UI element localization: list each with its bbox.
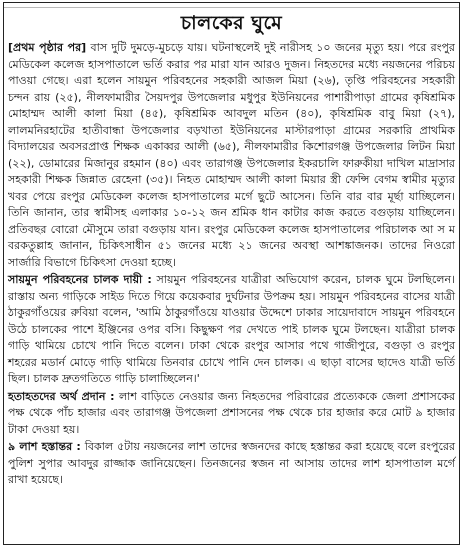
paragraph-1 xyxy=(8,40,455,271)
article-frame xyxy=(3,2,460,545)
paragraph-3 xyxy=(8,389,455,439)
continuation-marker: [প্রথম পৃষ্ঠার পর] xyxy=(8,41,87,54)
paragraph-text: বাস দুটি দুমড়ে-মুচড়ে যায়। ঘটনাস্থলেই দুই নারীসহ ১০ জনের মৃত্যু হয়। পরে রংপুর মেডিকেল কলেজ হাসপাতালে ভর্তি করার পর মারা যান আরও দুজন। নিহতদের মধ্যে নয়জনের পরিচয় পাওয়া গেছে। এরা হলেন সায়মুন পরিবহনের সহকারী আজল মিয়া (২৬), তৃপ্তি পরিবহনের সহকারী চন্দন রায় (২৫), নীলফামারীর সৈয়দপুর উপজেলার মধুপুর ইউনিয়নের পাশারীপাড়া গ্রামের কৃষিশ্রমিক মোহাম্মদ আলী কালা মিয়া (৪৫), কৃষিশ্রমিক আবদুল মতিন (৪০), কৃষিশ্রমিক বাবু মিয়া (২৭), লালমনিরহাটের হাতীবান্ধা উপজেলার বড়খাতা ইউনিয়নের মাস্টারপাড়া গ্রামের সরকারি প্রাথমিক বিদ্যালয়ের অবসরপ্রাপ্ত শিক্ষক একাব্বর আলী (৬৫), নীলফামারীর কিশোরগঞ্জ উপজেলার লিটন মিয়া (২২), ডোমারের মিজানুর রহমান (৪০) এবং তারাগঞ্জ উপজেলার ইকরচালি ফারুকীয়া দাখিল মাদ্রাসার সহকারী শিক্ষক জিন্নাত রেহেনা (৩৫)। নিহত মোহাম্মদ আলী কালা মিয়ার স্ত্রী ফেন্সি বেগম স্বামীর মৃত্যুর খবর পেয়ে রংপুর মেডিকেল কলেজ হাসপাতালের মর্গে ছুটে আসেন। তিনি বার বার মূর্ছা যাচ্ছিলেন। তিনি জানান, তার স্বামীসহ এলাকার ১০-১২ জন শ্রমিক ধান কাটার কাজ করতে বগুড়ায় যাচ্ছিলেন। প্রতিবছর বোরো মৌসুমে তারা বগুড়ায় যান। রংপুর মেডিকেল কলেজ হাসপাতালের পরিচালক আ স ম বরকতুল্লাহ জানান, চিকিৎসাধীন ৫১ জনের মধ্যে ২১ জনের অবস্থা আশঙ্কাজনক। তাদের নিওরো সার্জারি বিভাগে চিকিৎসা দেওয়া হচ্ছে। xyxy=(8,41,455,269)
article-body xyxy=(8,40,455,544)
paragraph-text: বিকাল ৫টায় নয়জনের লাশ তাদের স্বজনদের কাছে হস্তান্তর করা হয়েছে বলে রংপুরের পুলিশ সুপার আবদুর রাজ্জাক জানিয়েছেন। তিনজনের স্বজন না আসায় তাদের লাশ হাসপাতাল মর্গে রাখা হয়েছে। xyxy=(8,440,455,486)
paragraph-text: লাশ বাড়িতে নেওয়ার জন্য নিহতদের পরিবারের প্রত্যেককে জেলা প্রশাসকের পক্ষ থেকে পাঁচ হাজার এবং তারাগঞ্জ উপজেলা প্রশাসনের পক্ষ থেকে চার হাজার করে মোট ৯ হাজার টাকা দেওয়া হয়। xyxy=(8,389,455,436)
subheading-bodies-handed-over: ৯ লাশ হস্তান্তর : xyxy=(8,440,81,453)
paragraph-text: সায়মুন পরিবহনের যাত্রীরা অভিযোগ করেন, চালক ঘুমে টলছিলেন। রাস্তায় অন্য গাড়িকে সাইড দিতে গিয়ে কয়েকবার দুর্ঘটনার উপক্রম হয়। সায়মুন পরিবহনের বাসের যাত্রী ঠাকুরগাঁওয়ের রুবিয়া বলেন, 'আমি ঠাকুরগাঁওয়ে যাওয়ার উদ্দেশে ঢাকার সায়েদাবাদে সায়মুন পরিবহনে উঠে চালকের পাশে ইঞ্জিনের ওপর বসি। কিছুক্ষণ পর দেখতে পাই চালক ঘুমে টলছেন। যাত্রীরা চালক গাড়ি থামিয়ে চোখে পানি দিতে বলেন। ঢাকা থেকে রংপুর আসার পথে গাজীপুরে, বগুড়া ও রংপুর শহরের মডার্ন মোড়ে গাড়ি থামিয়ে তিনবার চোখে পানি দেন চালক। এ ছাড়া বাসের ছাদেও যাত্রী ভর্তি ছিল। চালক দ্রুতগতিতে গাড়ি চালাচ্ছিলেন।' xyxy=(8,273,455,385)
subheading-driver-blamed: সায়মুন পরিবহনের চালক দায়ী : xyxy=(8,273,152,286)
paragraph-4 xyxy=(8,439,455,489)
paragraph-2 xyxy=(8,272,455,388)
subheading-compensation: হতাহতদের অর্থ প্রদান : xyxy=(8,389,115,403)
headline: চালকের ঘুমে xyxy=(180,12,283,34)
